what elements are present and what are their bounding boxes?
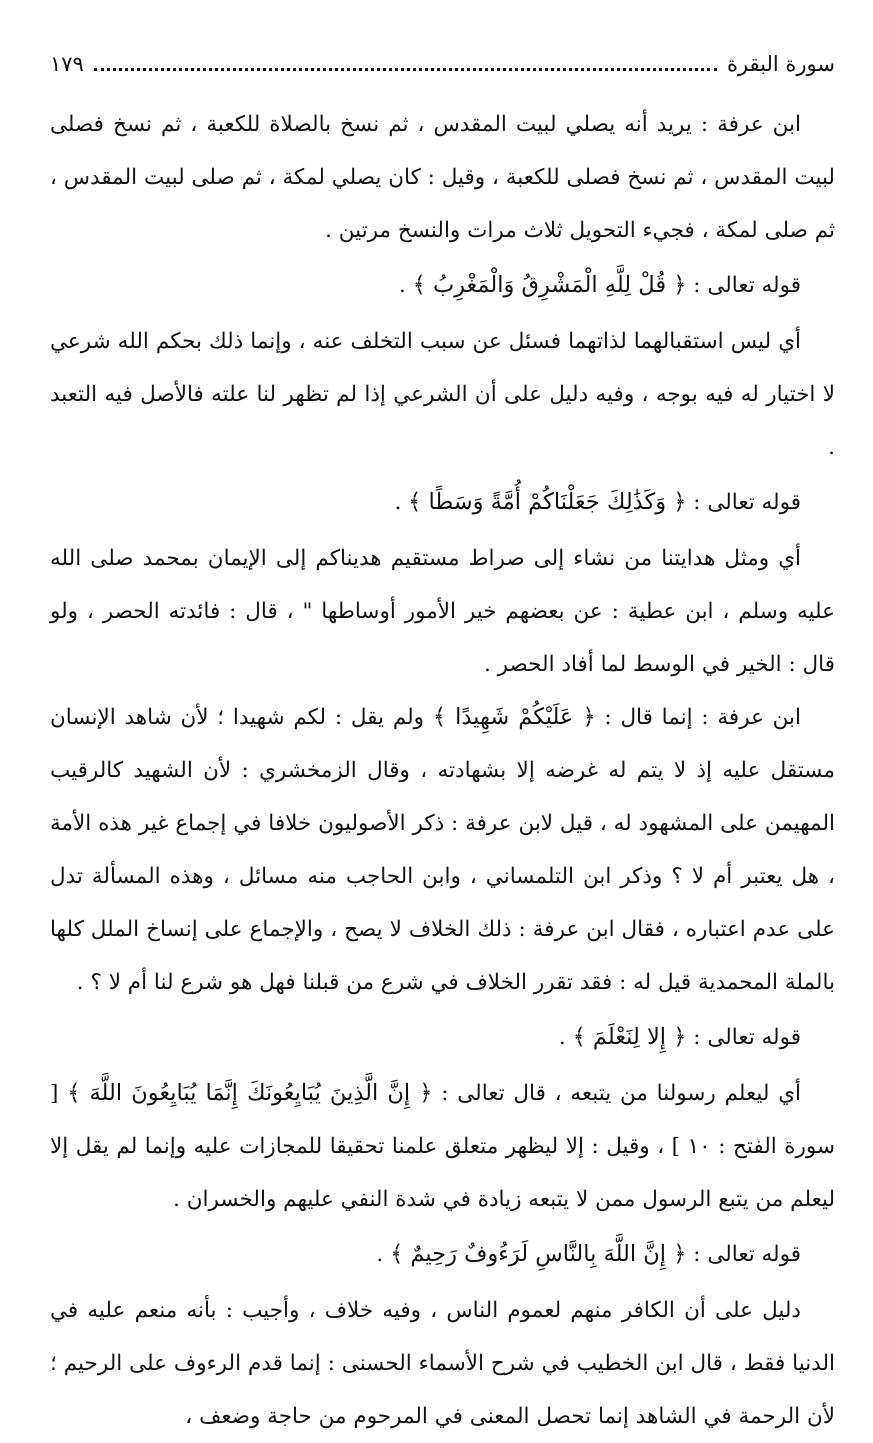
verse-end: . xyxy=(376,1242,391,1267)
quran-quote: ﴿ إِنَّ اللَّهَ بِالنَّاسِ لَرَءُوفٌ رَحِيمٌ ﴾ xyxy=(390,1241,687,1267)
paragraph-2: أي ليس استقبالهما لذاتهما فسئل عن سبب التخلف عنه ، وإنما ذلك بحكم الله شرعي لا اختيار له فيه بوجه ، وفيه دليل على أن الشرعي إذا لم تظهر لنا علته فالأصل فيه التعبد . xyxy=(50,329,835,460)
paragraph-4-rest: ولم يقل : لكم شهيدا ؛ لأن شاهد الإنسان مستقل عليه إذ لا يتم له غرضه إلا بشهادته ، وقال الزمخشري : لأن الشهيد كالرقيب المهيمن على المشهود له ، قيل لابن عرفة : ذكر الأصوليون خلافا في إجماع غير هذه الأمة ، هل يعتبر أم لا ؟ وذكر ابن التلمساني ، وابن الحاجب منه مسائل ، وهذه المسألة تدل على عدم اعتباره ، فقال ابن عرفة : ذلك الخلاف لا يصح ، والإجماع على إنساخ الملل كلها بالملة المحمدية قيل له : فقد تقرر الخلاف في شرع من قبلنا فهل هو شرع لنا أم لا ؟ . xyxy=(50,705,835,995)
paragraph-5-start: أي ليعلم رسولنا من يتبعه ، قال تعالى : xyxy=(432,1081,801,1106)
verse-intro: قوله تعالى : xyxy=(686,490,801,515)
verse-end: . xyxy=(394,490,409,515)
running-header xyxy=(50,52,835,88)
quran-quote: ﴿ عَلَيْكُمْ شَهِيدًا ﴾ xyxy=(432,704,596,730)
verse-intro: قوله تعالى : xyxy=(686,1025,801,1050)
book-page xyxy=(50,52,835,1429)
verse-heading-4 xyxy=(50,1228,835,1281)
paragraph-5 xyxy=(50,1067,835,1226)
dotted-leader xyxy=(94,67,717,71)
page-number: ١٧٩ xyxy=(50,52,84,76)
quran-quote: ﴿ قُلْ لِلَّهِ الْمَشْرِقُ وَالْمَغْرِبُ ﴾ xyxy=(412,272,687,298)
verse-end: . xyxy=(558,1025,573,1050)
verse-heading-2 xyxy=(50,476,835,529)
verse-heading-3 xyxy=(50,1011,835,1064)
paragraph-5-rest: [ سورة الفتح : ١٠ ] ، وقيل : إلا ليظهر متعلق علمنا تحقيقا للمجازات عليه وإنما لم يقل إلا ليعلم من يتبع الرسول ممن لا يتبعه زيادة في شدة النفي عليهم والخسران . xyxy=(50,1081,835,1212)
paragraph-1: ابن عرفة : يريد أنه يصلي لبيت المقدس ، ثم نسخ بالصلاة للكعبة ، ثم نسخ فصلى لبيت المقدس ، ثم نسخ فصلى للكعبة ، وقيل : كان يصلي لمكة ، ثم صلى لبيت المقدس ، ثم صلى لمكة ، فجيء التحويل ثلاث مرات والنسخ مرتين . xyxy=(50,112,835,243)
paragraph-6: دليل على أن الكافر منهم لعموم الناس ، وفيه خلاف ، وأجيب : بأنه منعم عليه في الدنيا فقط ، قال ابن الخطيب في شرح الأسماء الحسنى : إنما قدم الرءوف على الرحيم ؛ لأن الرحمة في الشاهد إنما تحصل المعنى في المرحوم من حاجة وضعف ، xyxy=(50,1298,835,1429)
paragraph-4 xyxy=(50,691,835,1009)
quran-quote: ﴿ إِنَّ الَّذِينَ يُبَايِعُونَكَ إِنَّمَا يُبَايِعُونَ اللَّهَ ﴾ xyxy=(67,1080,433,1106)
quran-quote: ﴿ وَكَذَٰلِكَ جَعَلْنَاكُمْ أُمَّةً وَسَطًا ﴾ xyxy=(408,489,687,515)
surah-title: سورة البقرة xyxy=(726,52,835,76)
paragraph-4-start: ابن عرفة : إنما قال : xyxy=(595,705,801,730)
paragraph-3: أي ومثل هدايتنا من نشاء إلى صراط مستقيم هديناكم إلى الإيمان بمحمد صلى الله عليه وسلم ، ابن عطية : عن بعضهم خير الأمور أوساطها " ، قال : فائدته الحصر ، ولو قال : الخير في الوسط لما أفاد الحصر . xyxy=(50,546,835,677)
verse-intro: قوله تعالى : xyxy=(686,273,801,298)
verse-heading-1 xyxy=(50,259,835,312)
verse-intro: قوله تعالى : xyxy=(686,1242,801,1267)
quran-quote: ﴿ إِلا لِنَعْلَمَ ﴾ xyxy=(572,1024,687,1050)
verse-end: . xyxy=(398,273,413,298)
